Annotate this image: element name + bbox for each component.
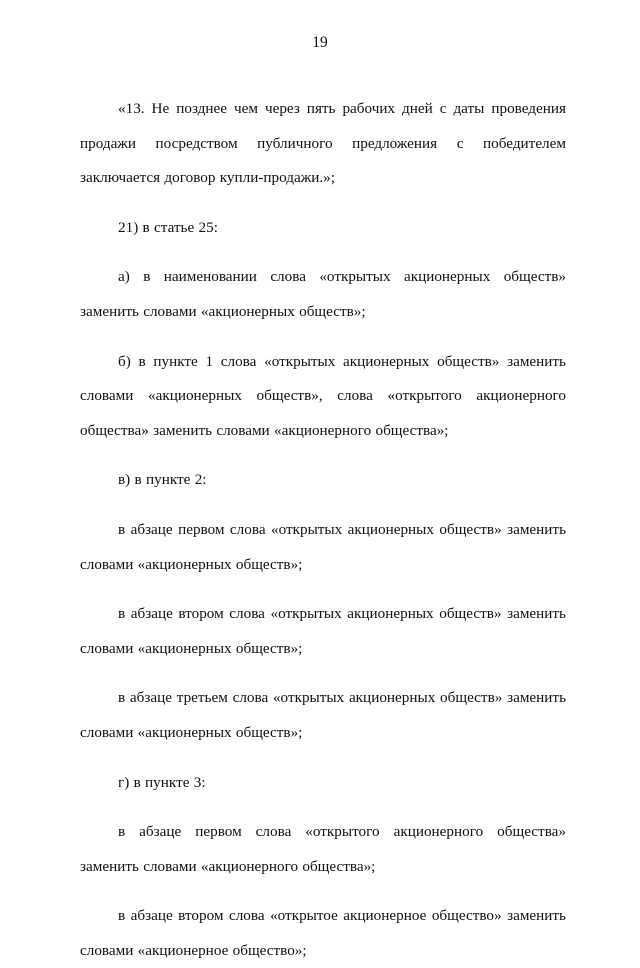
paragraph-point-3-abzac-2: в абзаце втором слова «открытое акционерное общество» заменить словами «акционерное общество»; — [80, 907, 566, 959]
paragraph-subitem-v: в) в пункте 2: — [118, 471, 207, 489]
paragraph-item-21-article-25: 21) в статье 25: — [118, 218, 218, 236]
document-body — [80, 92, 566, 968]
paragraph-point-2-abzac-3: в абзаце третьем слова «открытых акционерных обществ» заменить словами «акционерных обществ»; — [80, 689, 566, 741]
paragraph-subitem-g: г) в пункте 3: — [118, 773, 206, 791]
paragraph-point-3-abzac-1: в абзаце первом слова «открытого акционерного общества» заменить словами «акционерного общества»; — [80, 823, 566, 875]
paragraph-subitem-a: а) в наименовании слова «открытых акционерных обществ» заменить словами «акционерных обществ»; — [80, 268, 566, 320]
paragraph-subitem-b: б) в пункте 1 слова «открытых акционерных обществ» заменить словами «акционерных обществ», слова «открытого акционерного общества» заменить словами «акционерного общества»; — [80, 352, 566, 439]
paragraph-item-13-closing: «13. Не позднее чем через пять рабочих дней с даты проведения продажи посредством публичного предложения с победителем заключается договор купли-продажи.»; — [80, 100, 566, 187]
paragraph-point-2-abzac-2: в абзаце втором слова «открытых акционерных обществ» заменить словами «акционерных обществ»; — [80, 605, 566, 657]
paragraph-point-2-abzac-1: в абзаце первом слова «открытых акционерных обществ» заменить словами «акционерных обществ»; — [80, 520, 566, 573]
page-number: 19 — [312, 34, 328, 51]
